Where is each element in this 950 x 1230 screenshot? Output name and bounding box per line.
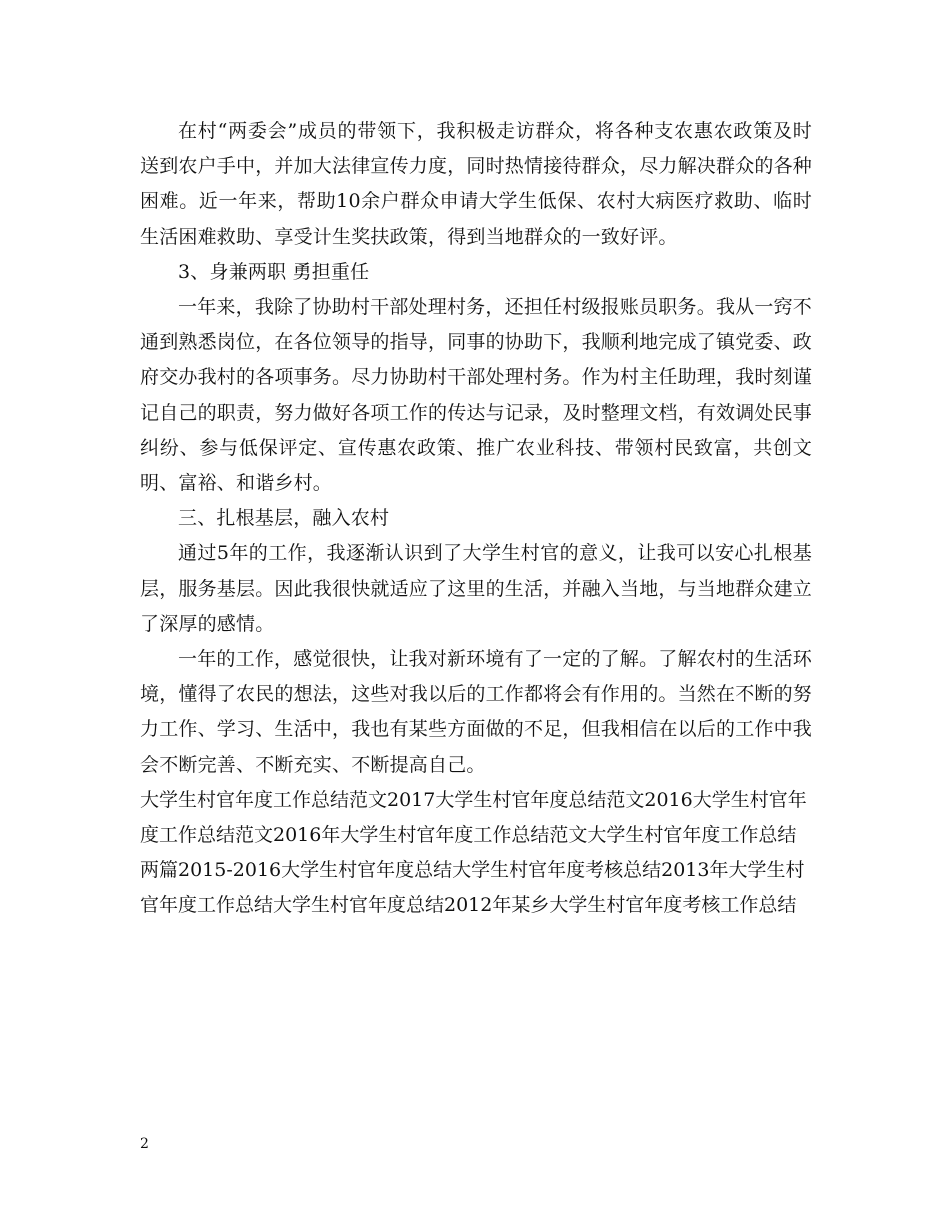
section-heading-dual-roles: 3、身兼两职 勇担重任 bbox=[178, 260, 370, 283]
paragraph-dual-roles: 一年来，我除了协助村干部处理村务，还担任村级报账员职务。我从一窍不通到熟悉岗位，在各位领导的指导，同事的协助下，我顺利地完成了镇党委、政府交办我村的各项事务。尽力协助村干部处理村务。作为村主任助理，我时刻谨记自己的职责，努力做好各项工作的传达与记录，及时整理文档，有效调处民事纠纷、参与低保评定、宣传惠农政策、推广农业科技、带领村民致富，共创文明、富裕、和谐乡村。 bbox=[140, 296, 813, 495]
paragraph-outreach: 在村“两委会”成员的带领下，我积极走访群众，将各种支农惠农政策及时送到农户手中，并加大法律宣传力度，同时热情接待群众，尽力解决群众的各种困难。近一年来，帮助10余户群众申请大学生低保、农村大病医疗救助、临时生活困难救助、享受计生奖扶政策，得到当地群众的一致好评。 bbox=[140, 120, 813, 248]
paragraph-grassroots: 通过5年的工作，我逐渐认识到了大学生村官的意义，让我可以安心扎根基层，服务基层。因此我很快就适应了这里的生活，并融入当地，与当地群众建立了深厚的感情。 bbox=[140, 542, 813, 635]
paragraph-reflection: 一年的工作，感觉很快，让我对新环境有了一定的了解。了解农村的生活环境，懂得了农民的想法，这些对我以后的工作都将会有作用的。当然在不断的努力工作、学习、生活中，我也有某些方面做的不足，但我相信在以后的工作中我会不断完善、不断充实、不断提高自己。 bbox=[140, 648, 813, 776]
document-body bbox=[140, 114, 812, 924]
related-articles-text: 大学生村官年度工作总结范文2017大学生村官年度总结范文2016大学生村官年度工作总结范文2016年大学生村官年度工作总结范文大学生村官年度工作总结两篇2015-2016大学生村官年度总结大学生村官年度考核总结2013年大学生村官年度工作总结大学生村官年度总结2012年某乡大学生村官年度考核工作总结 bbox=[140, 788, 807, 917]
section-heading-grassroots: 三、扎根基层，融入农村 bbox=[178, 507, 390, 530]
page-number: 2 bbox=[140, 1136, 149, 1152]
